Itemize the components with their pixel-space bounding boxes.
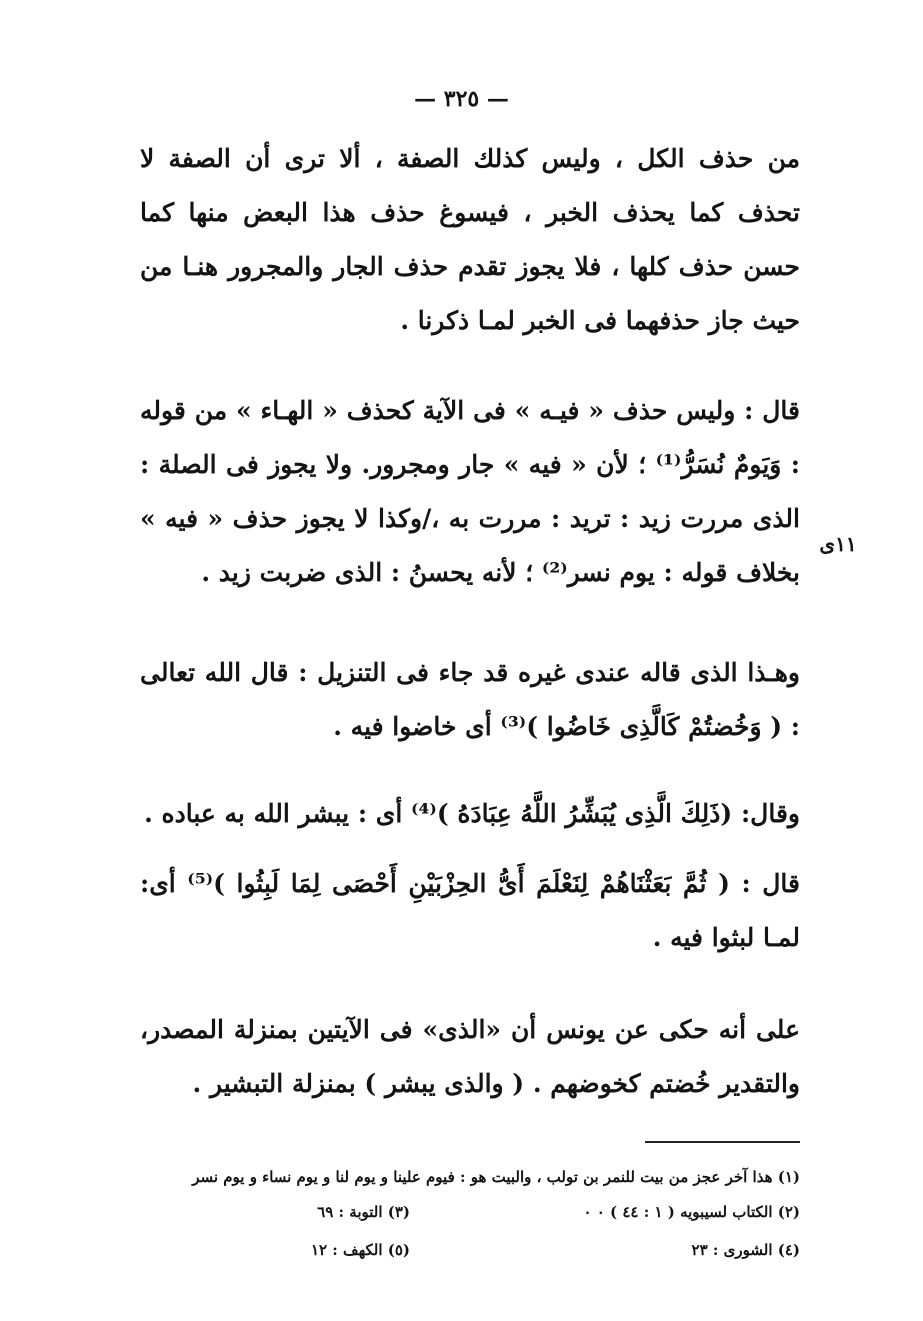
paragraph-3-text: وهـذا الذى قاله عندى غيره قد جاء فى التنزيل : قال الله تعالى : ( وَخُضتُمْ كَالَّذِى خَاضُوا )⁽³⁾ أى خاضوا فيه . (140, 658, 800, 741)
footnote-4: (٤) الشورى : ٢٣ (691, 1241, 800, 1259)
paragraph-5-text: قال : ( ثُمَّ بَعَثْنَاهُمْ لِنَعْلَمَ أَىُّ الحِزْبَيْنِ أَحْصَى لِمَا لَبِثُوا )⁽⁵⁾ أى: لمـا لبثوا فيه . (140, 869, 800, 952)
footnote-3: (٣) التوبة : ٦٩ (317, 1203, 410, 1221)
paragraph-2-text: قال : وليس حذف « فيـه » فى الآية كحذف « الهـاء » من قوله : وَيَومٌ نُسَرُّ⁽¹⁾ ؛ لأن « فيه » جار ومجرور. ولا يجوز فى الصلة : الذى مررت زيد : تريد : مررت به ،/وكذا لا يجوز حذف « فيه » بخلاف قوله : يوم نسر⁽²⁾ ؛ لأنه يحسنُ : الذى ضربت زيد . (140, 396, 801, 587)
paragraph-5 (140, 857, 800, 965)
footnote-row-1 (140, 1163, 800, 1191)
paragraph-4-text: وقال: (ذَلِكَ الَّذِى يُبَشِّرُ اللَّهُ عِبَادَهُ )⁽⁴⁾ أى : يبشر الله به عباده . (144, 799, 800, 828)
paragraph-3 (140, 646, 800, 754)
footnote-2: (٢) الكتاب لسيبويه ( ١ : ٤٤ ) ٠ ٠ (583, 1203, 800, 1221)
paragraph-4 (140, 787, 800, 841)
footnote-row-3 (140, 1236, 800, 1264)
footnote-divider (645, 1141, 800, 1143)
margin-reference-note: ١١ى (819, 532, 857, 556)
paragraph-1 (140, 132, 800, 348)
paragraph-6 (140, 1003, 800, 1111)
paragraph-6-text: على أنه حكى عن يونس أن «الذى» فى الآيتين بمنزلة المصدر، والتقدير خُضتم كخوضهم . ( والذى يبشر ) بمنزلة التبشير . (140, 1015, 800, 1098)
paragraph-2 (140, 384, 800, 600)
footnote-row-2 (140, 1198, 800, 1226)
footnote-1: (١) هذا آخر عجز من بيت للنمر بن تولب ، والبيت هو : فيوم علينا و يوم لنا و يوم نساء و يوم نسر (192, 1168, 800, 1186)
paragraph-1-text: من حذف الكل ، وليس كذلك الصفة ، ألا ترى أن الصفة لا تحذف كما يحذف الخبر ، فيسوغ حذف هذا البعض منها كما حسن حذف كلها ، فلا يجوز تقدم حذف الجار والمجرور هنـا من حيث جاز حذفهما فى الخبر لمـا ذكرنا . (140, 144, 800, 335)
page-number: — ٣٢٥ — (414, 86, 509, 112)
footnote-5: (٥) الكهف : ١٢ (310, 1241, 410, 1259)
